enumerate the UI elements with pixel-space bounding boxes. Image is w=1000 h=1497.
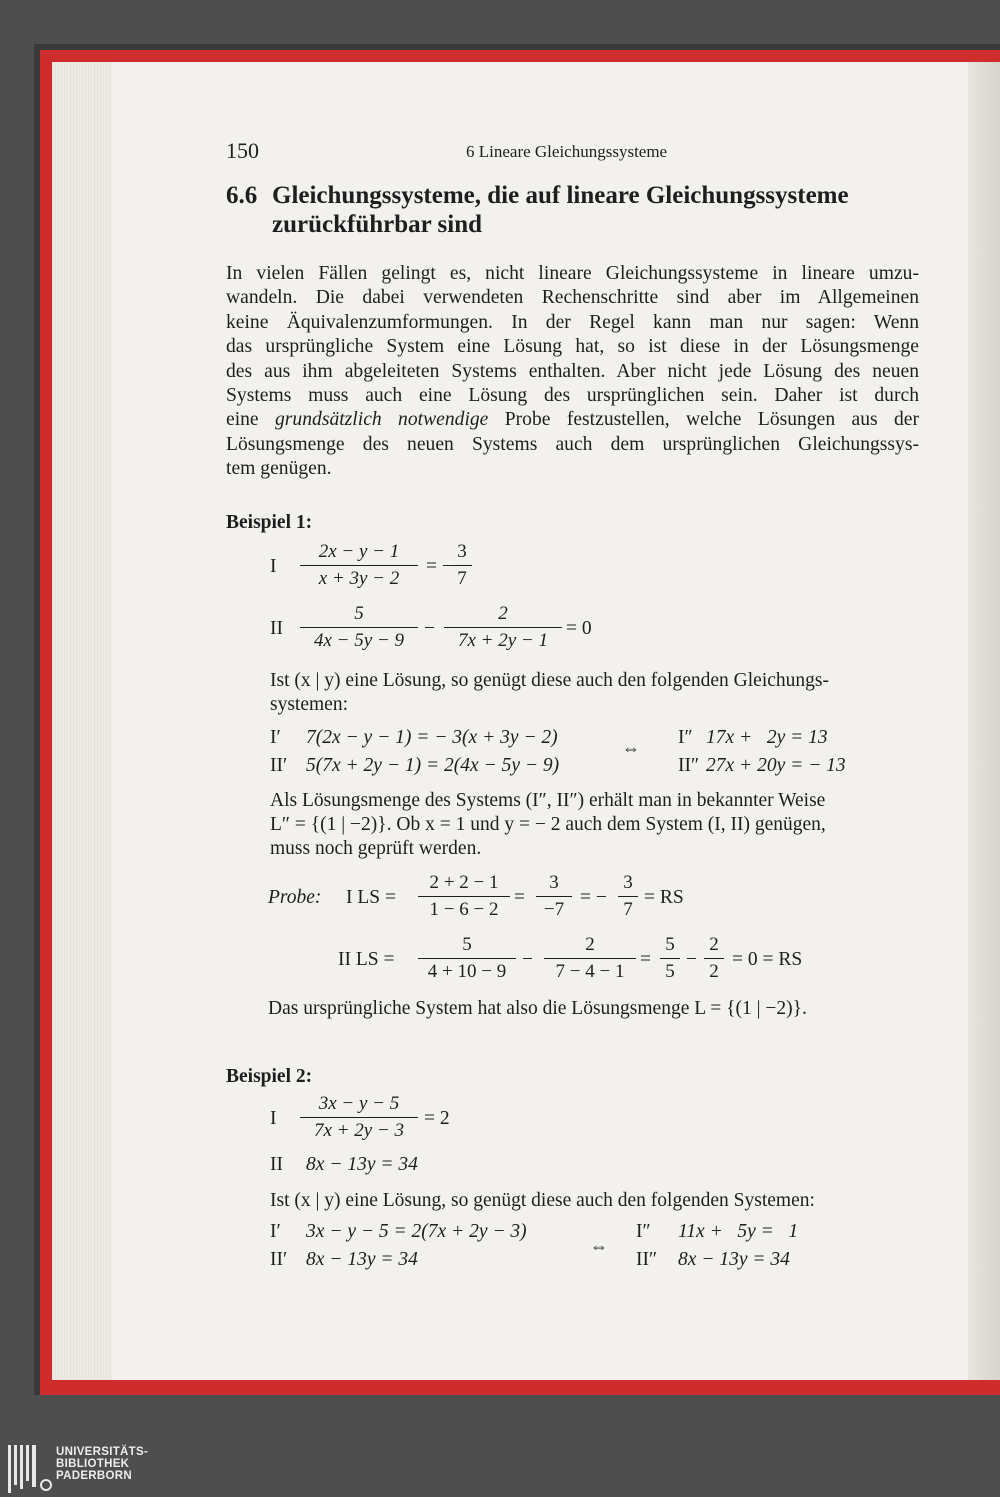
denominator: 1 − 6 − 2: [429, 899, 499, 920]
equals-sign: = −: [426, 556, 453, 577]
intro-line: [226, 408, 919, 432]
eq-label: I: [270, 1108, 277, 1129]
intro-line: keine Äquivalenzumformungen. In der Regel kann man nur sagen: Wenn: [226, 311, 919, 333]
equals-sign: =: [640, 949, 651, 970]
library-logo-icon: [8, 1445, 58, 1493]
fraction: [544, 933, 636, 984]
intro-text: eine: [226, 409, 275, 431]
example2-text: Ist (x | y) eine Lösung, so genügt diese auch den folgenden Systemen:: [270, 1190, 815, 1211]
logo-line: BIBLIOTHEK: [56, 1458, 130, 1470]
fraction: [618, 871, 638, 922]
intro-paragraph: [226, 262, 919, 482]
fraction: [300, 602, 418, 653]
equals-sign: = −: [580, 887, 607, 908]
section-number: 6.6: [226, 182, 258, 209]
probe-lhs: II LS =: [338, 949, 395, 970]
fraction: [300, 540, 418, 591]
equals-sign: =: [514, 887, 525, 908]
eq-label: II″: [678, 755, 700, 776]
denominator: 7x + 2y − 1: [457, 630, 548, 651]
intro-line: wandeln. Die dabei verwendeten Rechenschritte sind aber im Allgemeinen: [226, 287, 919, 309]
denominator: 7x + 2y − 3: [313, 1120, 404, 1141]
numerator: 3x − y − 5: [318, 1093, 400, 1114]
probe-rhs: = RS: [644, 887, 684, 908]
section-heading: [226, 180, 849, 212]
numerator: 5: [354, 603, 364, 624]
system-equation: 3x − y − 5 = 2(7x + 2y − 3): [306, 1221, 527, 1242]
fraction: [704, 933, 724, 984]
scan-background: [34, 1395, 1000, 1497]
numerator: 3: [623, 872, 633, 893]
intro-text: Probe festzustellen, welche Lösungen aus der: [488, 409, 919, 431]
eq-label: I″: [636, 1221, 651, 1242]
eq-label: I: [270, 556, 277, 577]
numerator: 2: [709, 934, 719, 955]
intro-line: Lösungsmenge des neuen Systems auch dem ursprünglichen Gleichungssys-: [226, 433, 919, 455]
numerator: 3: [549, 872, 559, 893]
intro-line: In vielen Fällen gelingt es, nicht lineare Gleichungssysteme in lineare umzu-: [226, 263, 919, 284]
denominator: 4 + 10 − 9: [427, 961, 507, 982]
intro-line: des aus ihm abgeleiteten Systems enthalten. Aber nicht jede Lösung des neuen: [226, 360, 919, 382]
eq-label: II′: [270, 1249, 288, 1270]
eq-label: II: [270, 1154, 283, 1175]
eq-label: II″: [636, 1249, 658, 1270]
equivalence-icon: ⇔: [590, 1236, 608, 1256]
numerator: 2: [585, 934, 595, 955]
intro-line: das ursprüngliche System eine Lösung hat, so ist diese in der Lösungsmenge: [226, 336, 919, 358]
minus-sign: −: [686, 949, 697, 970]
example1-conclusion: Das ursprüngliche System hat also die Lösungsmenge L = {(1 | −2)}.: [268, 998, 807, 1019]
system-equation: 17x + 2y = 13: [706, 727, 828, 748]
system-equation: 7(2x − y − 1) = − 3(x + 3y − 2): [306, 727, 558, 748]
fraction: [444, 602, 562, 653]
page-edges: [52, 62, 112, 1380]
denominator: 7: [623, 899, 633, 920]
system-equation: 27x + 20y = − 13: [706, 755, 846, 776]
intro-line: Systems muss auch eine Lösung des ursprünglichen sein. Daher ist durch: [226, 385, 919, 407]
equivalence-icon: ⇔: [622, 738, 640, 758]
minus-sign: −: [522, 949, 533, 970]
system-equation: 8x − 13y = 34: [678, 1249, 790, 1270]
equation: 8x − 13y = 34: [306, 1154, 418, 1175]
example1-text: L″ = {(1 | −2)}. Ob x = 1 und y = − 2 auch dem System (I, II) genügen,: [270, 814, 826, 835]
probe-lhs: I LS =: [346, 887, 396, 908]
numerator: 5: [665, 934, 675, 955]
fraction: [418, 871, 510, 922]
equals-sign: = 2: [424, 1108, 450, 1129]
example2-heading: Beispiel 2:: [226, 1066, 313, 1087]
system-equation: 8x − 13y = 34: [306, 1249, 418, 1270]
intro-line: tem genügen.: [226, 458, 332, 480]
eq-label: I′: [270, 727, 281, 748]
example1-text: systemen:: [270, 694, 348, 715]
example1-text: Als Lösungsmenge des Systems (I″, II″) erhält man in bekannter Weise: [270, 790, 826, 811]
denominator: 2: [709, 961, 719, 982]
denominator: 4x − 5y − 9: [313, 630, 404, 651]
numerator: 2 + 2 − 1: [429, 872, 499, 893]
logo-line: UNIVERSITÄTS-: [56, 1446, 149, 1458]
library-logo-text: [56, 1446, 148, 1482]
section-title-line1: Gleichungssysteme, die auf lineare Gleichungssysteme: [272, 182, 849, 209]
eq-label: I″: [678, 727, 693, 748]
section-title-line2: zurückführbar sind: [272, 211, 483, 238]
fraction: [536, 871, 572, 922]
denominator: x + 3y − 2: [318, 568, 400, 589]
fraction: [300, 1092, 418, 1143]
fraction: [418, 933, 516, 984]
running-header: 6 Lineare Gleichungssysteme: [466, 142, 668, 161]
probe-label: Probe:: [268, 887, 322, 908]
fraction: [660, 933, 680, 984]
eq-label: I′: [270, 1221, 281, 1242]
eq-label: II′: [270, 755, 288, 776]
denominator: 7 − 4 − 1: [555, 961, 625, 982]
logo-line: PADERBORN: [56, 1470, 132, 1482]
intro-emphasis: grundsätzlich notwendige: [275, 409, 489, 431]
example1-text: muss noch geprüft werden.: [270, 838, 482, 859]
page-number: 150: [226, 138, 259, 163]
eq-label: II: [270, 618, 283, 639]
denominator: −7: [543, 899, 565, 920]
example1-text: Ist (x | y) eine Lösung, so genügt diese auch den folgenden Gleichungs-: [270, 670, 829, 691]
example1-heading: Beispiel 1:: [226, 512, 313, 533]
right-page-edge: [966, 62, 1000, 1380]
probe-rhs: = 0 = RS: [732, 949, 803, 970]
numerator: 2: [498, 603, 508, 624]
denominator: 5: [665, 961, 675, 982]
fraction: [452, 540, 472, 591]
numerator: 5: [462, 934, 472, 955]
equals-sign: = 0: [566, 618, 592, 639]
minus-sign: −: [424, 618, 435, 639]
system-equation: 11x + 5y = 1: [678, 1221, 799, 1242]
page: [112, 62, 968, 1380]
denominator: 7: [457, 568, 467, 589]
numerator: 2x − y − 1: [318, 541, 400, 562]
system-equation: 5(7x + 2y − 1) = 2(4x − 5y − 9): [306, 755, 560, 776]
numerator: 3: [457, 541, 467, 562]
